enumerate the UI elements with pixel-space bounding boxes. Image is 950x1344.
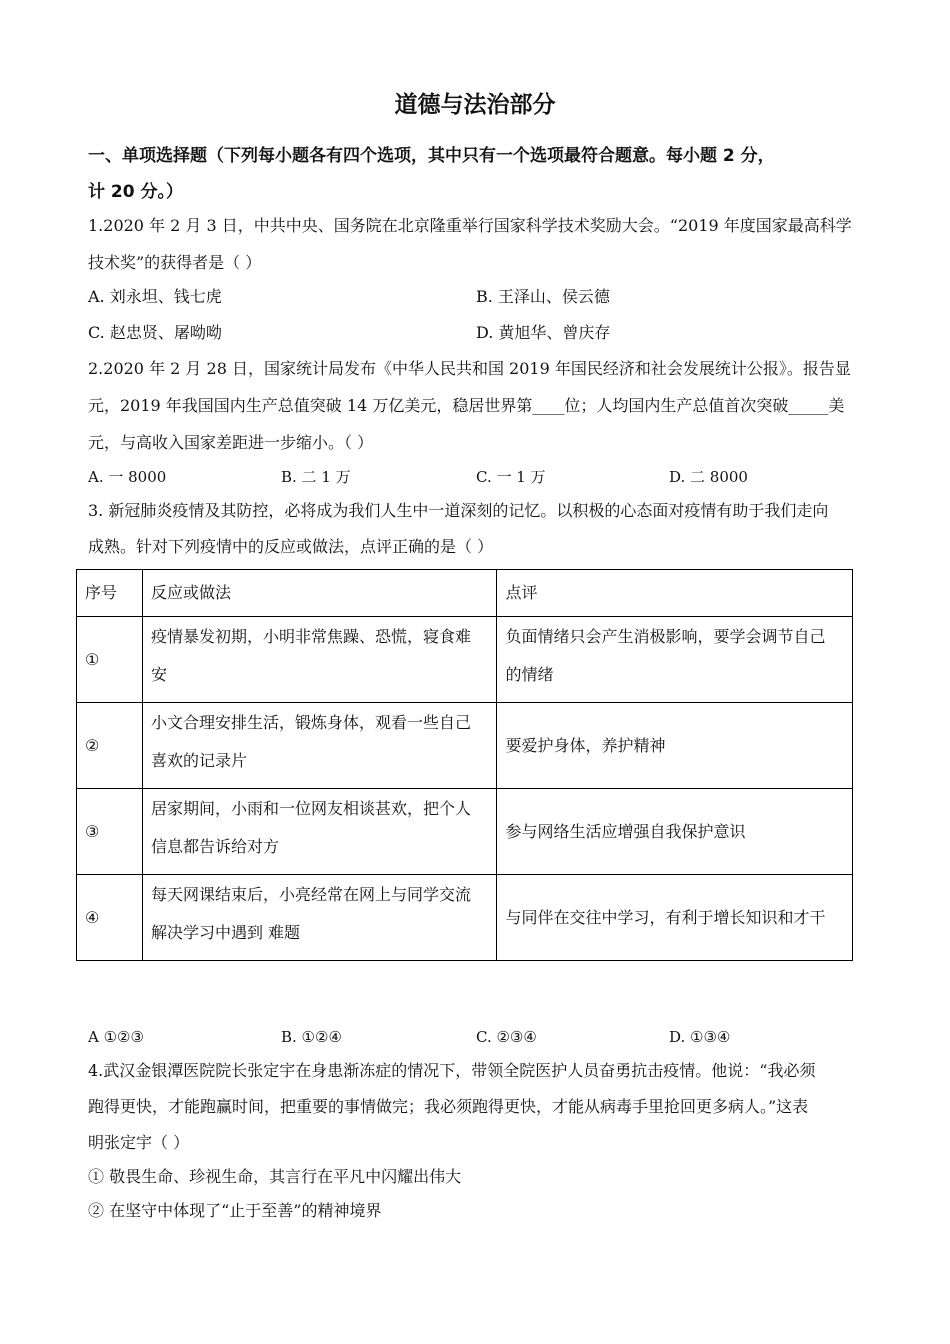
table-row xyxy=(77,789,853,875)
row-action xyxy=(142,703,497,789)
q2-option-a: A. 一 8000 xyxy=(88,468,167,486)
q3-table xyxy=(76,569,853,961)
q3-option-c: C. ②③④ xyxy=(476,1028,537,1046)
row-action-line: 喜欢的记录片 xyxy=(150,751,247,770)
row-action xyxy=(142,789,497,875)
row-action-line: 每天网课结束后，小亮经常在网上与同学交流 xyxy=(150,885,471,904)
row-comment-line: 负面情绪只会产生消极影响，要学会调节自己 xyxy=(505,627,826,646)
table-row xyxy=(77,703,853,789)
table-header-cell: 序号 xyxy=(77,570,143,617)
table-row xyxy=(77,875,853,961)
q2-stem-cont: 元，2019 年我国国内生产总值突破 14 万亿美元，稳居世界第____位；人均国内生产总值首次突破_____美 xyxy=(88,396,845,415)
row-number: ④ xyxy=(77,875,143,961)
q1-stem: 1.2020 年 2 月 3 日，中共中央、国务院在北京隆重举行国家科学技术奖励大会。“2019 年度国家最高科学 xyxy=(88,216,852,235)
q4-item-1: ① 敬畏生命、珍视生命，其言行在平凡中闪耀出伟大 xyxy=(88,1167,462,1186)
q1-option-c: C. 赵忠贤、屠呦呦 xyxy=(88,323,222,342)
q4-stem-cont: 跑得更快，才能跑赢时间，把重要的事情做完；我必须跑得更快，才能从病毒手里抢回更多病人。”这表 xyxy=(88,1097,809,1116)
table-row xyxy=(77,617,853,703)
row-number: ③ xyxy=(77,789,143,875)
row-comment: 参与网络生活应增强自我保护意识 xyxy=(497,789,853,875)
q4-stem: 4.武汉金银潭医院院长张定宇在身患渐冻症的情况下，带领全院医护人员奋勇抗击疫情。他说：“我必须 xyxy=(88,1061,816,1080)
q3-option-a: A ①②③ xyxy=(88,1028,144,1046)
q2-stem: 2.2020 年 2 月 28 日，国家统计局发布《中华人民共和国 2019 年国民经济和社会发展统计公报》。报告显 xyxy=(88,359,851,378)
row-comment-line: 的情绪 xyxy=(505,665,554,684)
table-header-cell: 反应或做法 xyxy=(142,570,497,617)
q3-option-d: D. ①③④ xyxy=(669,1028,731,1046)
q2-option-d: D. 二 8000 xyxy=(669,468,748,486)
q3-option-b: B. ①②④ xyxy=(281,1028,342,1046)
q1-option-a: A. 刘永坦、钱七虎 xyxy=(88,287,222,306)
row-action-line: 疫情暴发初期，小明非常焦躁、恐慌，寝食难 xyxy=(150,627,471,646)
row-comment: 与同伴在交往中学习，有利于增长知识和才干 xyxy=(497,875,853,961)
q4-stem-cont2: 明张定宇（ ） xyxy=(88,1133,190,1152)
q3-stem: 3. 新冠肺炎疫情及其防控，必将成为我们人生中一道深刻的记忆。以积极的心态面对疫情有助于我们走向 xyxy=(88,501,829,520)
row-action xyxy=(142,617,497,703)
q2-option-c: C. 一 1 万 xyxy=(476,468,546,486)
q2-option-b: B. 二 1 万 xyxy=(281,468,351,486)
q3-stem-cont: 成熟。针对下列疫情中的反应或做法，点评正确的是（ ） xyxy=(88,537,494,556)
row-action-line: 居家期间，小雨和一位网友相谈甚欢，把个人 xyxy=(150,799,471,818)
row-action xyxy=(142,875,497,961)
q1-option-d: D. 黄旭华、曾庆存 xyxy=(476,323,611,342)
q2-stem-cont2: 元，与高收入国家差距进一步缩小。（ ） xyxy=(88,433,374,452)
row-action-line: 安 xyxy=(150,665,167,684)
row-action-line: 解决学习中遇到 难题 xyxy=(150,923,301,942)
section-heading-cont: 计 20 分。） xyxy=(88,182,183,202)
row-action-line: 小文合理安排生活，锻炼身体，观看一些自己 xyxy=(150,713,471,732)
table-header-cell: 点评 xyxy=(497,570,853,617)
q1-option-b: B. 王泽山、侯云德 xyxy=(476,287,610,306)
row-comment xyxy=(497,617,853,703)
q4-item-2: ② 在坚守中体现了“止于至善”的精神境界 xyxy=(88,1201,382,1220)
page-title: 道德与法治部分 xyxy=(394,92,556,118)
section-heading: 一、单项选择题（下列每小题各有四个选项，其中只有一个选项最符合题意。每小题 2 分， xyxy=(88,146,775,166)
row-comment: 要爱护身体，养护精神 xyxy=(497,703,853,789)
row-number: ② xyxy=(77,703,143,789)
q1-stem-cont: 技术奖”的获得者是（ ） xyxy=(88,253,262,272)
table-header-row xyxy=(77,570,853,617)
row-number: ① xyxy=(77,617,143,703)
row-action-line: 信息都告诉给对方 xyxy=(150,837,279,856)
